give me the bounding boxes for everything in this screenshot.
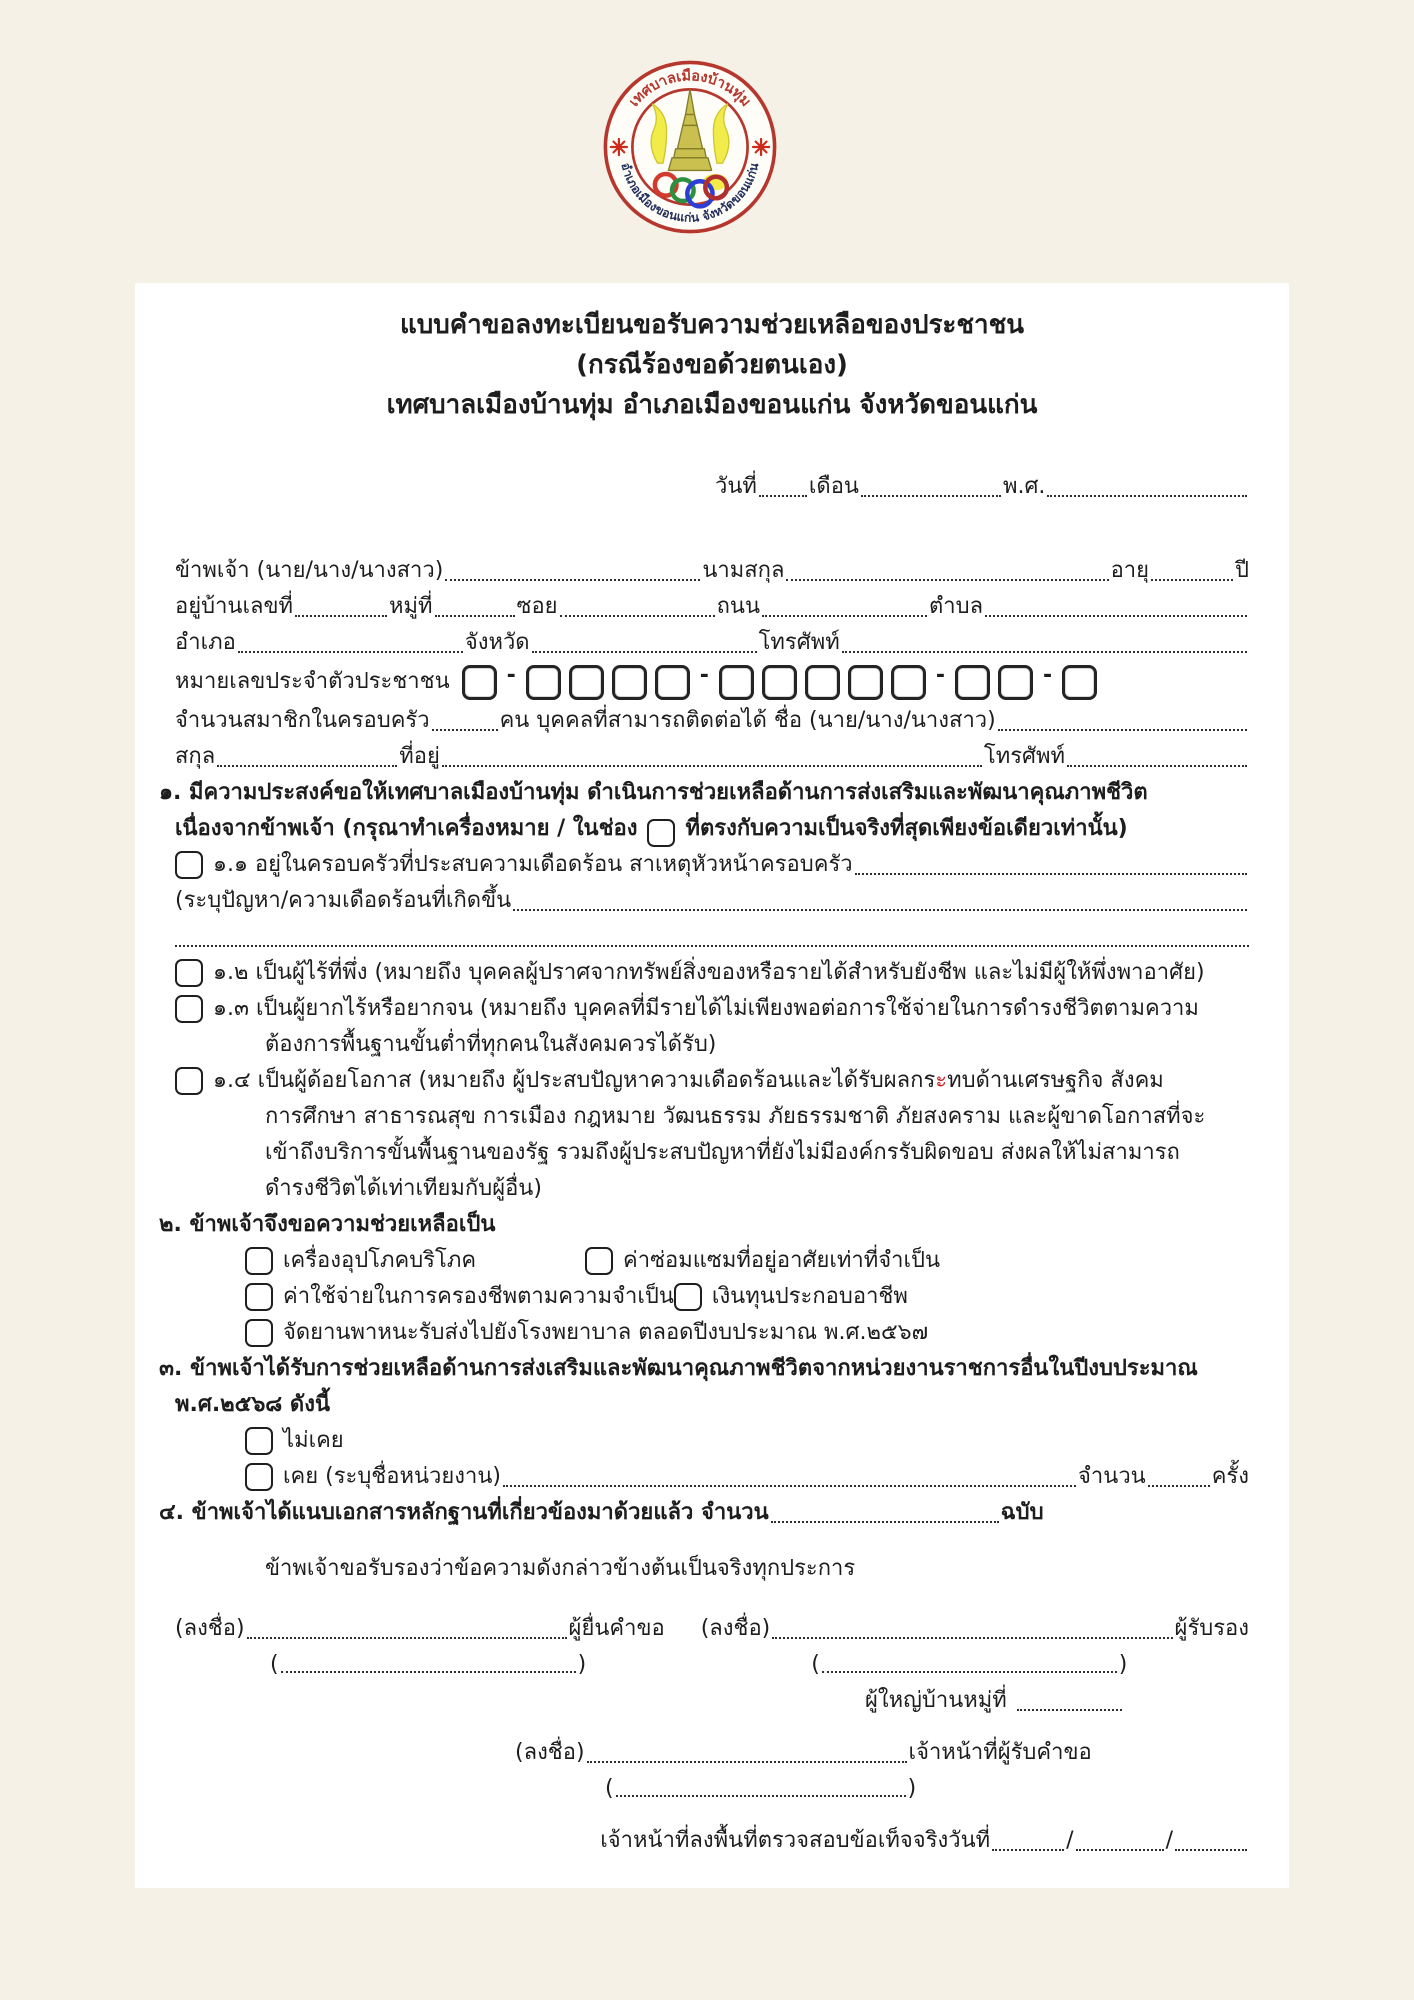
certifier-role: ผู้รับรอง (1174, 1616, 1249, 1641)
date-day-label: วันที่ (715, 474, 757, 499)
id-digit-box (848, 665, 883, 700)
seal-bottom-text: อำเภอเมืองขอนแก่น จังหวัดขอนแก่น (618, 161, 762, 225)
applicant-printed-name-field (281, 1669, 576, 1673)
date-day-field (759, 493, 807, 497)
village-head-label: ผู้ใหญ่บ้านหมู่ที่ (865, 1688, 1007, 1713)
soi-label: ซอย (516, 594, 558, 619)
applicant-role: ผู้ยื่นคำขอ (568, 1616, 665, 1641)
option-career-fund: เงินทุนประกอบอาชีพ (711, 1284, 908, 1309)
option-1-3 (175, 991, 1249, 1027)
field-check-label: เจ้าหน้าที่ลงพื้นที่ตรวจสอบข้อเท็จจริงวันที่ (600, 1828, 991, 1853)
village-head-row (175, 1683, 1249, 1719)
paren-close-2: ) (1118, 1652, 1128, 1677)
certification-line (175, 1551, 1249, 1587)
province-field (532, 649, 757, 653)
field-check-slash2: / (1165, 1828, 1173, 1853)
applicant-age-field (1151, 577, 1233, 581)
village-head-moo-field (1017, 1707, 1122, 1711)
option-1-4-label-d: เข้าถึงบริการขั้นพื้นฐานของรัฐ รวมถึงผู้ประสบปัญหาที่ยังไม่มีองค์กรรับผิดขอบ ส่งผลให้ไม่สามารถ (265, 1140, 1180, 1165)
option-1-4-label-e: ดำรงชีวิตได้เท่าเทียมกับผู้อื่น) (265, 1176, 542, 1201)
contact-surname-field (217, 763, 397, 767)
applicant-name-label: ข้าพเจ้า (นาย/นาง/นางสาว) (175, 558, 444, 583)
form-title-line2: (กรณีร้องขอด้วยตนเอง) (576, 350, 848, 380)
applicant-surname-field (786, 577, 1108, 581)
option-1-1 (175, 847, 1249, 883)
id-dash: - (1043, 663, 1053, 688)
checkbox-housing-repair (585, 1247, 613, 1275)
option-1-4-label-c: การศึกษา สาธารณสุข การเมือง กฎหมาย วัฒนธรรม ภัยธรรมชาติ ภัยสงคราม และผู้ขาดโอกาสที่จะ (265, 1104, 1206, 1129)
province-label: จังหวัด (464, 630, 530, 655)
amphoe-label: อำเภอ (175, 630, 236, 655)
section2-heading (159, 1207, 1249, 1243)
section3-heading2 (175, 1387, 1249, 1423)
amphoe-field (238, 649, 463, 653)
paren-close-3: ) (907, 1776, 917, 1801)
times-unit: ครั้ง (1211, 1464, 1249, 1489)
contact-person-field (998, 727, 1247, 731)
section3-ever-row (175, 1459, 1249, 1495)
times-label: จำนวน (1078, 1464, 1146, 1489)
id-digit-box (569, 665, 604, 700)
id-digit-box (805, 665, 840, 700)
checkbox-1-4 (175, 1067, 203, 1095)
contact-person-label: คน บุคคลที่สามารถติดต่อได้ ชื่อ (นาย/นาง/นางสาว) (499, 708, 996, 733)
option-1-4-cont3 (175, 1171, 1249, 1207)
certifier-signature-field (772, 1635, 1172, 1639)
id-dash: - (935, 663, 946, 688)
times-field (1148, 1483, 1210, 1487)
checkbox-consumer-goods (245, 1247, 273, 1275)
section2-heading-text: ๒. ข้าพเจ้าจึงขอความช่วยเหลือเป็น (159, 1212, 496, 1237)
tambon-field (985, 613, 1247, 617)
checkbox-1-2 (175, 959, 203, 987)
form-page (135, 283, 1289, 1888)
option-ever: เคย (ระบุชื่อหน่วยงาน) (283, 1464, 501, 1489)
sign-label-officer: (ลงชื่อ) (515, 1740, 585, 1765)
field-check-slash1: / (1066, 1828, 1074, 1853)
paren-open-1: ( (270, 1652, 279, 1677)
soi-field (560, 613, 715, 617)
option-1-1-detail (175, 883, 1249, 919)
option-1-4-label-b: ทบด้านเศรษฐกิจ สังคม (947, 1068, 1164, 1093)
option-1-4-label-a: ๑.๔ เป็นผู้ด้อยโอกาส (หมายถึง ผู้ประสบปัญหาความเดือดร้อนและได้รับผลกร (213, 1068, 936, 1093)
certifier-printed-name-field (822, 1669, 1117, 1673)
moo-label: หมู่ที่ (389, 594, 433, 619)
checkbox-never (245, 1427, 273, 1455)
section1-instruction (175, 811, 1249, 847)
section4-heading-text: ๔. ข้าพเจ้าได้แนบเอกสารหลักฐานที่เกี่ยวข้องมาด้วยแล้ว จำนวน (159, 1500, 769, 1525)
id-digit-box (612, 665, 647, 700)
id-digit-box (891, 665, 926, 700)
section3-heading2-text: พ.ศ.๒๕๖๘ ดังนี้ (175, 1392, 330, 1417)
officer-signature-field (587, 1759, 907, 1763)
section3-heading-text: ๓. ข้าพเจ้าได้รับการช่วยเหลือด้านการส่งเสริมและพัฒนาคุณภาพชีวิตจากหน่วยงานราชการอื่นในปีงบประมาณ (159, 1356, 1198, 1381)
option-hospital-transport: จัดยานพาหนะรับส่งไปยังโรงพยาบาล ตลอดปีงบประมาณ พ.ศ.๒๕๖๗ (283, 1320, 929, 1345)
form-title (175, 305, 1249, 425)
applicant-signature-field (247, 1635, 567, 1639)
id-digit-box (526, 665, 561, 700)
house-no-label: อยู่บ้านเลขที่ (175, 594, 294, 619)
officer-name-row (175, 1771, 1249, 1807)
option-consumer-goods: เครื่องอุปโภคบริโภค (283, 1248, 477, 1273)
paren-open-3: ( (605, 1776, 614, 1801)
sun-icon-right (753, 139, 769, 155)
moo-field (435, 613, 515, 617)
family-count-field (432, 727, 498, 731)
option-living-expense: ค่าใช้จ่ายในการครองชีพตามความจำเป็น (283, 1284, 674, 1309)
instruction-checkbox (647, 819, 675, 847)
date-month-label: เดือน (808, 474, 859, 499)
officer-signature-row (175, 1735, 1249, 1771)
section1-instruction-a: เนื่องจากข้าพเจ้า (กรุณาทำเครื่องหมาย / ในช่อง (175, 816, 638, 841)
certification-text: ข้าพเจ้าขอรับรองว่าข้อความดังกล่าวข้างต้นเป็นจริงทุกประการ (265, 1556, 856, 1581)
agency-name-field (503, 1483, 1076, 1487)
section1-heading (159, 775, 1249, 811)
checkbox-career-fund (674, 1283, 702, 1311)
option-1-3-cont (175, 1027, 1249, 1063)
field-check-row (175, 1823, 1249, 1859)
applicant-address-line (175, 589, 1249, 625)
date-line (175, 469, 1249, 505)
contact-address-label: ที่อยู่ (399, 744, 440, 769)
option-1-2-label: ๑.๒ เป็นผู้ไร้ที่พึ่ง (หมายถึง บุคคลผู้ปราศจากทรัพย์สิ่งของหรือรายได้สำหรับยังชีพ และไม่มีผู้ให้พึ่งพาอาศัย) (213, 960, 1205, 985)
section3-never-row (175, 1423, 1249, 1459)
section1-heading-text: ๑. มีความประสงค์ขอให้เทศบาลเมืองบ้านทุ่ม ดำเนินการช่วยเหลือด้านการส่งเสริมและพัฒนาคุณภาพชีวิต (159, 780, 1148, 805)
section1-instruction-b: ที่ตรงกับความเป็นจริงที่สุดเพียงข้อเดียวเท่านั้น) (685, 816, 1128, 841)
checkbox-hospital-transport (245, 1319, 273, 1347)
sun-icon-left (611, 139, 627, 155)
id-digit-box (462, 665, 497, 700)
family-count-label: จำนวนสมาชิกในครอบครัว (175, 708, 430, 733)
option-1-4-cont1 (175, 1099, 1249, 1135)
applicant-name-line (175, 553, 1249, 589)
form-title-line3: เทศบาลเมืองบ้านทุ่ม อำเภอเมืองขอนแก่น จังหวัดขอนแก่น (386, 390, 1038, 420)
applicant-age-label: อายุ (1110, 558, 1150, 583)
phone-field (842, 649, 1247, 653)
id-dash: - (506, 663, 516, 688)
section3-heading (159, 1351, 1249, 1387)
option-housing-repair: ค่าซ่อมแซมที่อยู่อาศัยเท่าที่จำเป็น (623, 1248, 941, 1273)
date-year-field (1047, 493, 1247, 497)
contact-phone-label: โทรศัพท์ (983, 744, 1065, 769)
applicant-district-line (175, 625, 1249, 661)
date-month-field (861, 493, 1001, 497)
date-era-label: พ.ศ. (1002, 474, 1046, 499)
checkbox-1-1 (175, 851, 203, 879)
national-id-label: หมายเลขประจำตัวประชาชน (175, 669, 450, 694)
option-never: ไม่เคย (283, 1428, 344, 1453)
id-digit-box (1062, 665, 1097, 700)
id-dash: - (699, 663, 709, 688)
option-1-1-detail-field (513, 907, 1247, 911)
contact-phone-field (1067, 763, 1247, 767)
signature-row (175, 1611, 1249, 1647)
documents-unit: ฉบับ (1000, 1500, 1044, 1525)
section2-row3 (175, 1315, 1249, 1351)
option-1-2 (175, 955, 1249, 991)
id-digit-box (955, 665, 990, 700)
option-1-4 (175, 1063, 1249, 1099)
checkbox-1-3 (175, 995, 203, 1023)
signature-name-row (175, 1647, 1249, 1683)
contact-address-field (442, 763, 982, 767)
option-1-4-red-char: ะ (935, 1068, 948, 1093)
applicant-name-field (445, 577, 700, 581)
municipal-seal (600, 56, 780, 238)
section2-row2 (175, 1279, 1249, 1315)
field-check-month (1076, 1847, 1164, 1851)
house-no-field (295, 613, 387, 617)
option-1-1-label: ๑.๑ อยู่ในครอบครัวที่ประสบความเดือดร้อน สาเหตุหัวหน้าครอบครัว (213, 852, 853, 877)
option-1-4-cont2 (175, 1135, 1249, 1171)
sign-label-applicant: (ลงชื่อ) (175, 1616, 245, 1641)
sign-label-certifier: (ลงชื่อ) (700, 1616, 771, 1641)
option-1-3-label: ๑.๓ เป็นผู้ยากไร้หรือยากจน (หมายถึง บุคคลที่มีรายได้ไม่เพียงพอต่อการใช้จ่ายในการดำรงชีวิตตามความ (213, 996, 1199, 1021)
option-1-1-field (855, 871, 1247, 875)
road-label: ถนน (716, 594, 760, 619)
officer-printed-name-field (616, 1793, 906, 1797)
checkbox-living-expense (245, 1283, 273, 1311)
officer-role: เจ้าหน้าที่ผู้รับคำขอ (908, 1740, 1092, 1765)
id-digit-box (762, 665, 797, 700)
paren-open-2: ( (811, 1652, 820, 1677)
applicant-surname-label: นามสกุล (702, 558, 785, 583)
contact-surname-label: สกุล (175, 744, 216, 769)
section2-row1 (175, 1243, 1249, 1279)
section4-heading (159, 1495, 1249, 1531)
field-check-day (992, 1847, 1064, 1851)
documents-count-field (771, 1519, 999, 1523)
form-title-line1: แบบคำขอลงทะเบียนขอรับความช่วยเหลือของประชาชน (399, 310, 1025, 340)
id-digit-box (655, 665, 690, 700)
id-digit-box (719, 665, 754, 700)
seal-top-text: เทศบาลเมืองบ้านทุ่ม (626, 68, 754, 110)
option-1-1-detail-field2 (175, 943, 1249, 947)
option-1-3-label2: ต้องการพื้นฐานขั้นต่ำที่ทุกคนในสังคมควรได้รับ) (265, 1032, 717, 1057)
checkbox-ever (245, 1463, 273, 1491)
id-digit-box (998, 665, 1033, 700)
family-members-line (175, 703, 1249, 739)
road-field (762, 613, 927, 617)
phone-label: โทรศัพท์ (758, 630, 840, 655)
option-1-1-detail-line2 (175, 919, 1249, 955)
national-id-line (175, 661, 1249, 703)
applicant-age-unit: ปี (1235, 558, 1249, 583)
municipal-seal-graphic (600, 56, 780, 238)
contact-surname-line (175, 739, 1249, 775)
paren-close-1: ) (577, 1652, 587, 1677)
option-1-1-detail-label: (ระบุปัญหา/ความเดือดร้อนที่เกิดขึ้น (175, 888, 512, 913)
tambon-label: ตำบล (928, 594, 984, 619)
field-check-year (1175, 1847, 1247, 1851)
